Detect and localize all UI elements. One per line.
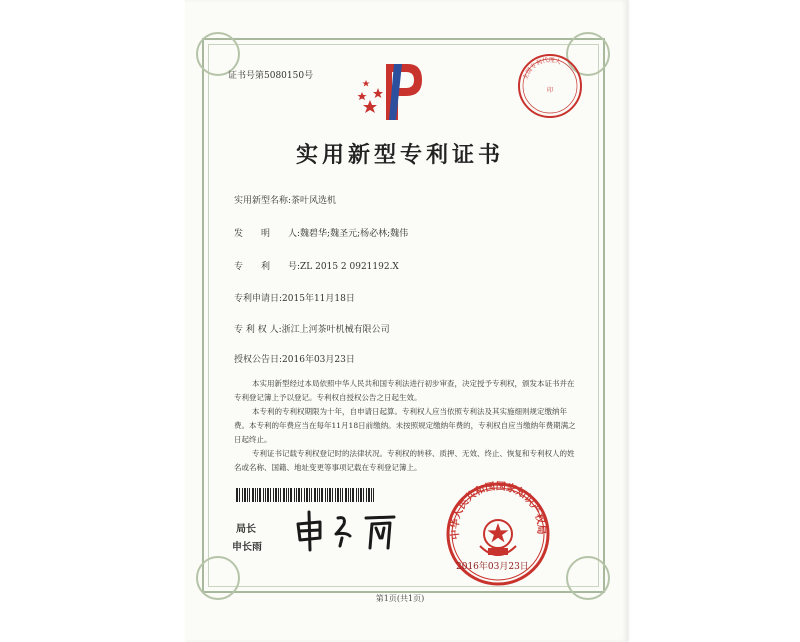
field-application-date — [234, 291, 355, 304]
field-utility-model-name — [234, 193, 336, 206]
field-value: 茶叶风选机 — [291, 196, 337, 206]
barcode-icon — [236, 488, 376, 502]
field-value: ZL 2015 2 0921192.X — [300, 262, 399, 272]
svg-text:全国专利代理人: 全国专利代理人 — [521, 56, 562, 81]
body-paragraph: 本实用新型经过本局依照中华人民共和国专利法进行初步审查，决定授予专利权，颁发本证书并在专利登记簿上予以登记。专利权自授权公告之日起生效。 — [234, 379, 575, 402]
field-value: 魏碧华;魏圣元;杨必林;魏伟 — [300, 229, 409, 239]
field-label: 发 明 人: — [234, 229, 301, 239]
field-label: 专 利 权 人: — [234, 325, 282, 335]
director-title: 局长 — [236, 524, 256, 535]
field-value: 浙江上河茶叶机械有限公司 — [281, 325, 390, 335]
field-grant-date — [234, 352, 355, 365]
patent-office-emblem-icon — [356, 58, 426, 124]
field-label: 专利申请日: — [234, 294, 283, 304]
body-paragraph: 本专利的专利权期限为十年，自申请日起算。专利权人应当依照专利法及其实施细则规定缴纳年费。本专利的年费应当在每年11月18日前缴纳。未按照规定缴纳年费的，专利权自应当缴纳年费期满之日起终止。 — [234, 407, 576, 444]
agency-seal-icon — [516, 52, 584, 120]
director-name: 申长雨 — [232, 542, 262, 553]
svg-text:中华人民共和国国家知识产权局: 中华人民共和国国家知识产权局 — [449, 481, 547, 541]
seal-date: 2016年03月23日 — [456, 562, 529, 572]
field-label: 实用新型名称: — [234, 196, 292, 206]
certificate-number: 证书号第5080150号 — [228, 71, 314, 81]
page-number: 第1页(共1页) — [375, 594, 425, 603]
field-patent-number — [234, 259, 399, 272]
field-value: 2015年11月18日 — [282, 294, 355, 304]
certificate-body — [234, 377, 579, 475]
body-paragraph: 专利证书记载专利权登记时的法律状况。专利权的转移、质押、无效、终止、恢复和专利权人的姓名或名称、国籍、地址变更等事项记载在专利登记簿上。 — [234, 449, 575, 472]
field-label: 专 利 号: — [234, 262, 301, 272]
field-label: 授权公告日: — [234, 355, 283, 365]
field-value: 2016年03月23日 — [282, 355, 355, 365]
svg-text:印: 印 — [546, 87, 554, 94]
field-inventors — [234, 226, 408, 239]
director-signature — [290, 508, 410, 554]
certificate-title: 实用新型专利证书 — [295, 143, 504, 168]
field-patentee — [234, 322, 390, 335]
